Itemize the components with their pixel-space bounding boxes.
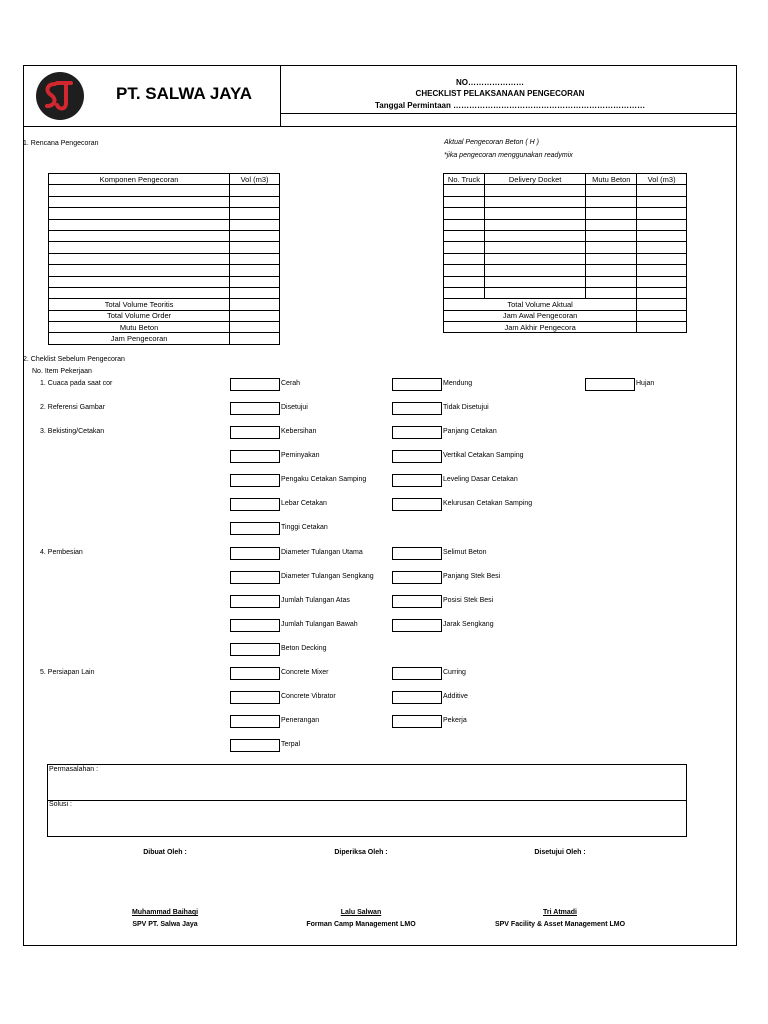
checkbox[interactable] — [230, 667, 280, 680]
option-label: Concrete Mixer — [281, 669, 329, 676]
plan-header-volume: Vol (m3) — [230, 174, 280, 185]
item-label: 1. Cuaca pada saat cor — [40, 380, 113, 387]
table-row[interactable] — [49, 208, 280, 219]
signature-position: SPV PT. Salwa Jaya — [132, 921, 198, 928]
table-row[interactable] — [49, 242, 280, 253]
option-label: Jumlah Tulangan Atas — [281, 597, 350, 604]
plan-header-component: Komponen Pengecoran — [49, 174, 230, 185]
option-label: Disetujui — [281, 404, 308, 411]
option-label: Jumlah Tulangan Bawah — [281, 621, 358, 628]
checkbox[interactable] — [392, 667, 442, 680]
item-label: 5. Persiapan Lain — [40, 669, 95, 676]
option-label: Posisi Stek Besi — [443, 597, 494, 604]
table-row[interactable] — [444, 253, 687, 264]
checkbox[interactable] — [392, 547, 442, 560]
table-row[interactable] — [444, 242, 687, 253]
checkbox[interactable] — [392, 426, 442, 439]
actual-header-truck: No. Truck — [444, 174, 485, 185]
checkbox[interactable] — [230, 426, 280, 439]
section2-subheader: No. Item Pekerjaan — [32, 368, 92, 375]
solution-box[interactable] — [47, 800, 687, 837]
total-volume-teoritis-label: Total Volume Teoritis — [49, 299, 230, 310]
header-inner-line — [280, 113, 737, 114]
table-row[interactable] — [444, 230, 687, 241]
option-label: Terpal — [281, 741, 301, 748]
checkbox[interactable] — [230, 378, 280, 391]
option-label: Peminyakan — [281, 452, 320, 459]
item-label: 2. Referensi Gambar — [40, 404, 105, 411]
checkbox[interactable] — [230, 595, 280, 608]
mutu-beton-label: Mutu Beton — [49, 322, 230, 333]
option-label: Beton Decking — [281, 645, 327, 652]
actual-note: *jika pengecoran menggunakan readymix — [444, 152, 573, 159]
actual-header-docket: Delivery Docket — [484, 174, 585, 185]
total-volume-order-cell[interactable] — [230, 310, 280, 321]
section1-title: 1. Rencana Pengecoran — [23, 140, 99, 147]
table-row[interactable] — [49, 185, 280, 196]
table-row[interactable] — [444, 219, 687, 230]
problem-label: Permasalahan : — [49, 766, 99, 773]
checkbox[interactable] — [230, 474, 280, 487]
option-label: Panjang Stek Besi — [443, 573, 501, 580]
signature-position: Forman Camp Management LMO — [306, 921, 416, 928]
checkbox[interactable] — [230, 739, 280, 752]
option-label: Diameter Tulangan Utama — [281, 549, 363, 556]
jam-akhir-cell[interactable] — [637, 322, 687, 333]
company-name: PT. SALWA JAYA — [116, 84, 253, 103]
jam-pengecoran-cell[interactable] — [230, 333, 280, 344]
document-number: NO………………… — [456, 78, 524, 87]
option-label: Tinggi Cetakan — [281, 524, 328, 531]
checkbox[interactable] — [230, 498, 280, 511]
option-label: Panjang Cetakan — [443, 428, 497, 435]
request-date: Tanggal Permintaan ……………………………………………………………… — [375, 101, 646, 110]
table-row[interactable] — [444, 208, 687, 219]
table-row[interactable] — [49, 287, 280, 298]
option-label: Kelurusan Cetakan Samping — [443, 500, 533, 507]
table-row[interactable] — [444, 276, 687, 287]
total-volume-teoritis-cell[interactable] — [230, 299, 280, 310]
signature-position: SPV Facility & Asset Management LMO — [494, 921, 626, 928]
option-label: Cerah — [281, 380, 301, 387]
table-row[interactable] — [49, 276, 280, 287]
checkbox[interactable] — [230, 571, 280, 584]
option-label: Hujan — [636, 380, 655, 387]
table-row[interactable] — [444, 265, 687, 276]
signature-role: Diperiksa Oleh : — [334, 849, 388, 856]
signature-name: Lalu Salwan — [340, 909, 382, 916]
table-row[interactable] — [49, 253, 280, 264]
mutu-beton-cell[interactable] — [230, 322, 280, 333]
checkbox[interactable] — [230, 402, 280, 415]
checkbox[interactable] — [585, 378, 635, 391]
table-row[interactable] — [49, 196, 280, 207]
checkbox[interactable] — [230, 522, 280, 535]
table-row[interactable] — [444, 185, 687, 196]
table-row[interactable] — [444, 287, 687, 298]
checkbox[interactable] — [230, 450, 280, 463]
total-volume-order-label: Total Volume Order — [49, 310, 230, 321]
item-label: 3. Bekisting/Cetakan — [40, 428, 105, 435]
option-label: Leveling Dasar Cetakan — [443, 476, 518, 483]
option-label: Pekerja — [443, 717, 467, 724]
checkbox[interactable] — [230, 715, 280, 728]
option-label: Concrete Vibrator — [281, 693, 336, 700]
actual-title: Aktual Pengecoran Beton ( H ) — [444, 139, 539, 146]
jam-awal-cell[interactable] — [637, 310, 687, 321]
jam-akhir-label: Jam Akhir Pengecora — [444, 322, 637, 333]
option-label: Pengaku Cetakan Samping — [281, 476, 367, 483]
item-label: 4. Pembesian — [40, 549, 83, 556]
option-label: Mendung — [443, 380, 473, 387]
checkbox[interactable] — [392, 595, 442, 608]
total-volume-aktual-cell[interactable] — [637, 299, 687, 310]
option-label: Vertikal Cetakan Samping — [443, 452, 524, 459]
table-row[interactable] — [444, 196, 687, 207]
section2-title: 2. Cheklist Sebelum Pengecoran — [23, 356, 125, 363]
signature-role: Disetujui Oleh : — [534, 849, 586, 856]
solution-label: Solusi : — [49, 801, 72, 808]
company-logo — [35, 71, 85, 121]
actual-header-volume: Vol (m3) — [637, 174, 687, 185]
checkbox[interactable] — [392, 498, 442, 511]
signature-role: Dibuat Oleh : — [143, 849, 187, 856]
header-divider — [280, 65, 281, 126]
option-label: Lebar Cetakan — [281, 500, 327, 507]
checkbox[interactable] — [392, 619, 442, 632]
actual-table — [443, 173, 687, 333]
actual-header-mutu: Mutu Beton — [586, 174, 637, 185]
table-row[interactable] — [49, 219, 280, 230]
checkbox[interactable] — [392, 571, 442, 584]
checkbox[interactable] — [392, 474, 442, 487]
option-label: Diameter Tulangan Sengkang — [281, 573, 374, 580]
plan-table — [48, 173, 280, 345]
checkbox[interactable] — [392, 691, 442, 704]
signature-name: Tri Atmadi — [543, 909, 577, 916]
checkbox[interactable] — [392, 402, 442, 415]
checkbox[interactable] — [230, 643, 280, 656]
header-bottom-line — [23, 126, 737, 127]
table-row[interactable] — [49, 265, 280, 276]
option-label: Curring — [443, 669, 466, 676]
option-label: Additive — [443, 693, 468, 700]
checkbox[interactable] — [392, 715, 442, 728]
option-label: Selimut Beton — [443, 549, 487, 556]
checkbox[interactable] — [230, 547, 280, 560]
jam-awal-label: Jam Awal Pengecoran — [444, 310, 637, 321]
document-title: CHECKLIST PELAKSANAAN PENGECORAN — [415, 89, 585, 98]
option-label: Penerangan — [281, 717, 320, 724]
jam-pengecoran-label: Jam Pengecoran — [49, 333, 230, 344]
option-label: Jarak Sengkang — [443, 621, 494, 628]
checkbox[interactable] — [392, 378, 442, 391]
option-label: Kebersihan — [281, 428, 317, 435]
checkbox[interactable] — [230, 619, 280, 632]
checkbox[interactable] — [392, 450, 442, 463]
checkbox[interactable] — [230, 691, 280, 704]
problem-box[interactable] — [47, 764, 687, 801]
total-volume-aktual-label: Total Volume Aktual — [444, 299, 637, 310]
option-label: Tidak Disetujui — [443, 404, 489, 411]
table-row[interactable] — [49, 230, 280, 241]
signature-name: Muhammad Baihaqi — [131, 909, 199, 916]
